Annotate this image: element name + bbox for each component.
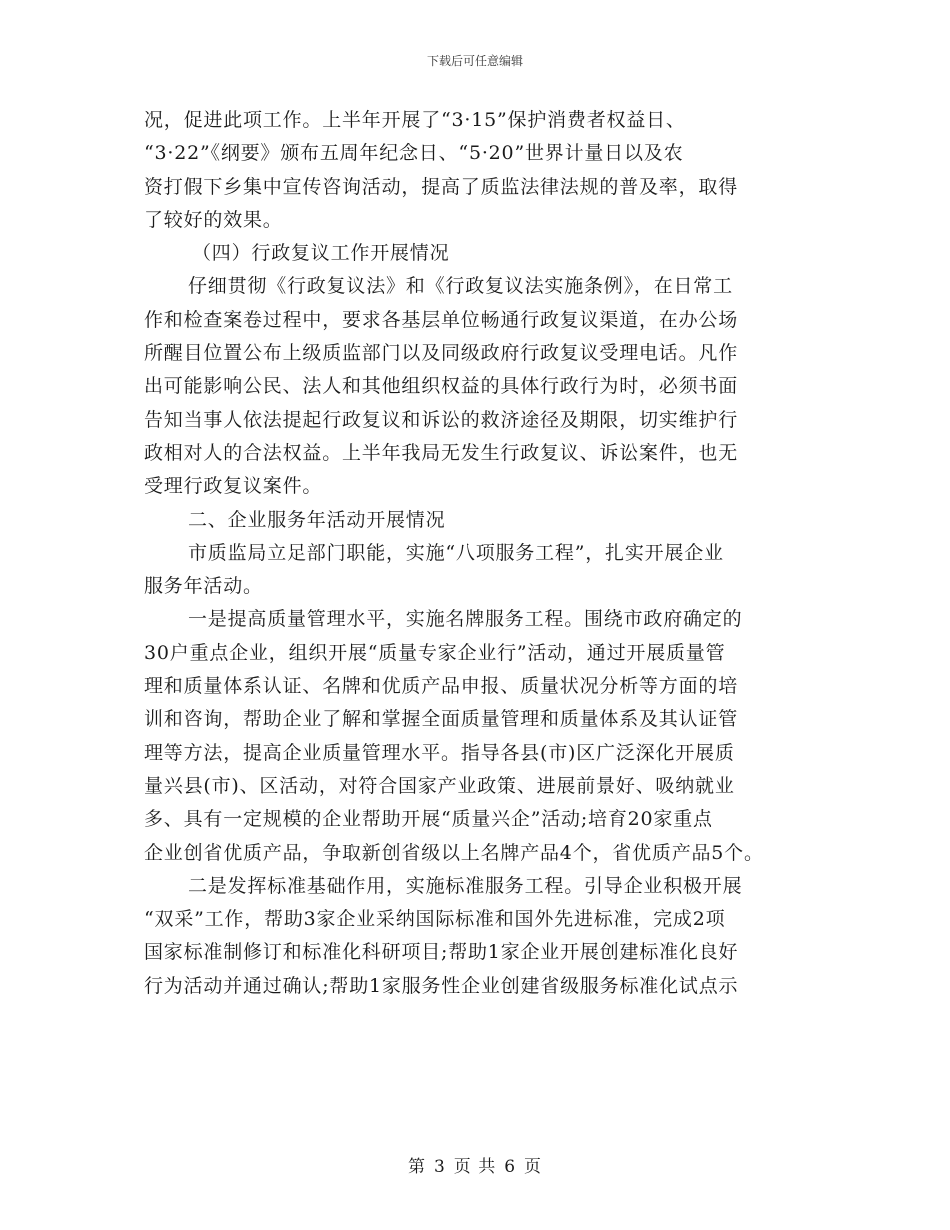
footer-label-end: 页 — [524, 1157, 543, 1177]
text-line: 理等方法，提高企业质量管理水平。指导各县(市)区广泛深化开展质 — [144, 741, 735, 764]
document-body — [144, 104, 804, 1003]
footer-label-page: 第 — [407, 1157, 426, 1177]
text-line: 仔细贯彻《行政复议法》和《行政复议法实施条例》，在日常工 — [188, 275, 733, 298]
text-line: 理和质量体系认证、名牌和优质产品申报、质量状况分析等方面的培 — [144, 675, 739, 698]
footer-label-of: 页 共 — [453, 1157, 497, 1177]
text-line: 一是提高质量管理水平，实施名牌服务工程。围绕市政府确定的 — [188, 608, 743, 631]
text-line: 所醒目位置公布上级质监部门以及同级政府行政复议受理电话。凡作 — [144, 342, 739, 365]
text-line: （四）行政复议工作开展情况 — [192, 242, 450, 265]
text-line: 二、企业服务年活动开展情况 — [188, 508, 446, 531]
text-line: 况，促进此项工作。上半年开展了“3·15”保护消费者权益日、 — [144, 109, 686, 131]
text-line: 多、具有一定规模的企业帮助开展“质量兴企”活动;培育20家重点 — [144, 808, 713, 831]
text-line: “双采”工作，帮助3家企业采纳国际标准和国外先进标准，完成2项 — [144, 908, 726, 931]
text-line: 服务年活动。 — [144, 575, 263, 598]
text-line: 告知当事人依法提起行政复议和诉讼的救济途径及期限，切实维护行 — [144, 408, 739, 431]
text-line: 出可能影响公民、法人和其他组织权益的具体行政行为时，必须书面 — [144, 375, 739, 398]
page-header: 下载后可任意编辑 — [426, 54, 523, 68]
footer-total-pages: 6 — [504, 1157, 517, 1177]
text-line: 市质监局立足部门职能，实施“八项服务工程”，扎实开展企业 — [188, 541, 724, 564]
text-line: 作和检查案卷过程中，要求各基层单位畅通行政复议渠道，在办公场 — [144, 308, 739, 331]
text-line: 二是发挥标准基础作用，实施标准服务工程。引导企业积极开展 — [188, 874, 743, 897]
text-line: 企业创省优质产品，争取新创省级以上名牌产品4个，省优质产品5个。 — [144, 841, 764, 864]
text-line: 受理行政复议案件。 — [144, 475, 323, 498]
text-line: 政相对人的合法权益。上半年我局无发生行政复议、诉讼案件，也无 — [144, 441, 739, 464]
text-line: 了较好的效果。 — [144, 208, 283, 231]
text-line: 量兴县(市)、区活动，对符合国家产业政策、进展前景好、吸纳就业 — [144, 774, 735, 797]
text-line: 训和咨询，帮助企业了解和掌握全面质量管理和质量体系及其认证管 — [144, 708, 739, 731]
page-footer — [0, 1152, 950, 1177]
text-line: 30户重点企业，组织开展“质量专家企业行”活动，通过开展质量管 — [144, 641, 726, 664]
text-line: “3·22”《纲要》颁布五周年纪念日、“5·20”世界计量日以及农 — [144, 142, 684, 165]
footer-current-page: 3 — [433, 1157, 446, 1177]
text-line: 国家标准制修订和标准化科研项目;帮助1家企业开展创建标准化良好 — [144, 941, 739, 964]
text-line: 资打假下乡集中宣传咨询活动，提高了质监法律法规的普及率，取得 — [144, 175, 739, 198]
text-line: 行为活动并通过确认;帮助1家服务性企业创建省级服务标准化试点示 — [144, 974, 739, 997]
